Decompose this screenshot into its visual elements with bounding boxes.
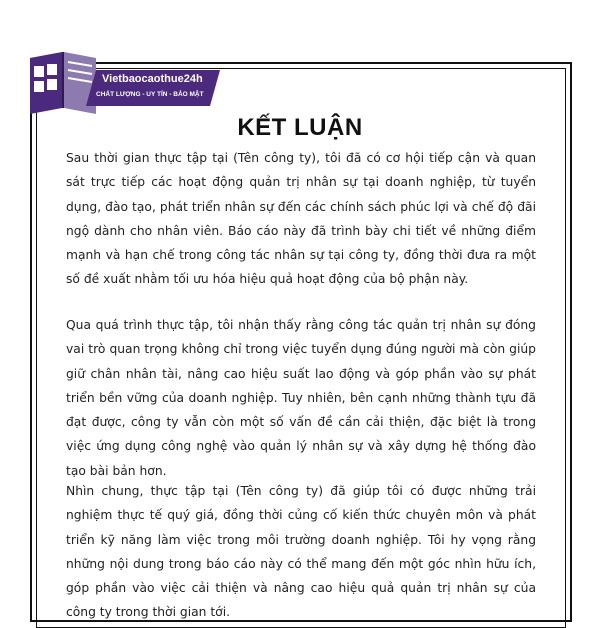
- logo-tagline: CHẤT LƯỢNG - UY TÍN - BẢO MẬT: [96, 91, 204, 98]
- paragraph-3: Nhìn chung, thực tập tại (Tên công ty) đã giúp tôi có được những trải nghiệm thực tế quý giá, đồng thời củng cố kiến thức chuyên môn và phát triển kỹ năng làm việc trong môi trường doanh nghiệp. Tôi hy vọng rằng những nội dung trong báo cáo này có thể mang đến một góc nhìn hữu ích, góp phần vào việc cải thiện và nâng cao hiệu quả quản trị nhân sự của công ty trong thời gian tới.: [66, 484, 536, 620]
- brand-logo[interactable]: [24, 48, 220, 118]
- page-title: KẾT LUẬN: [237, 114, 363, 141]
- paragraph-2: Qua quá trình thực tập, tôi nhận thấy rằng công tác quản trị nhân sự đóng vai trò quan trọng không chỉ trong việc tuyển dụng đúng người mà còn giúp giữ chân nhân tài, nâng cao hiệu suất lao động và góp phần vào sự phát triển bền vững của doanh nghiệp. Tuy nhiên, bên cạnh những thành tựu đã đạt được, công ty vẫn còn một số vấn đề cần cải thiện, đặc biệt là trong việc ứng dụng công nghệ vào quản lý nhân sự và xây dựng hệ thống đào tạo bài bản hơn.: [66, 318, 536, 478]
- logo-banner-text: [86, 70, 220, 106]
- logo-name: Vietbaocaothue24h: [102, 73, 203, 85]
- paragraph-1: Sau thời gian thực tập tại (Tên công ty), tôi đã có cơ hội tiếp cận và quan sát trực tiếp các hoạt động quản trị nhân sự tại doanh nghiệp, từ tuyển dụng, đào tạo, phát triển nhân sự đến các chính sách phúc lợi và chế độ đãi ngộ dành cho nhân viên. Báo cáo này đã trình bày chi tiết về những điểm mạnh và hạn chế trong công tác nhân sự tại công ty, đồng thời đưa ra một số đề xuất nhằm tối ưu hóa hiệu quả hoạt động của bộ phận này.: [66, 151, 536, 287]
